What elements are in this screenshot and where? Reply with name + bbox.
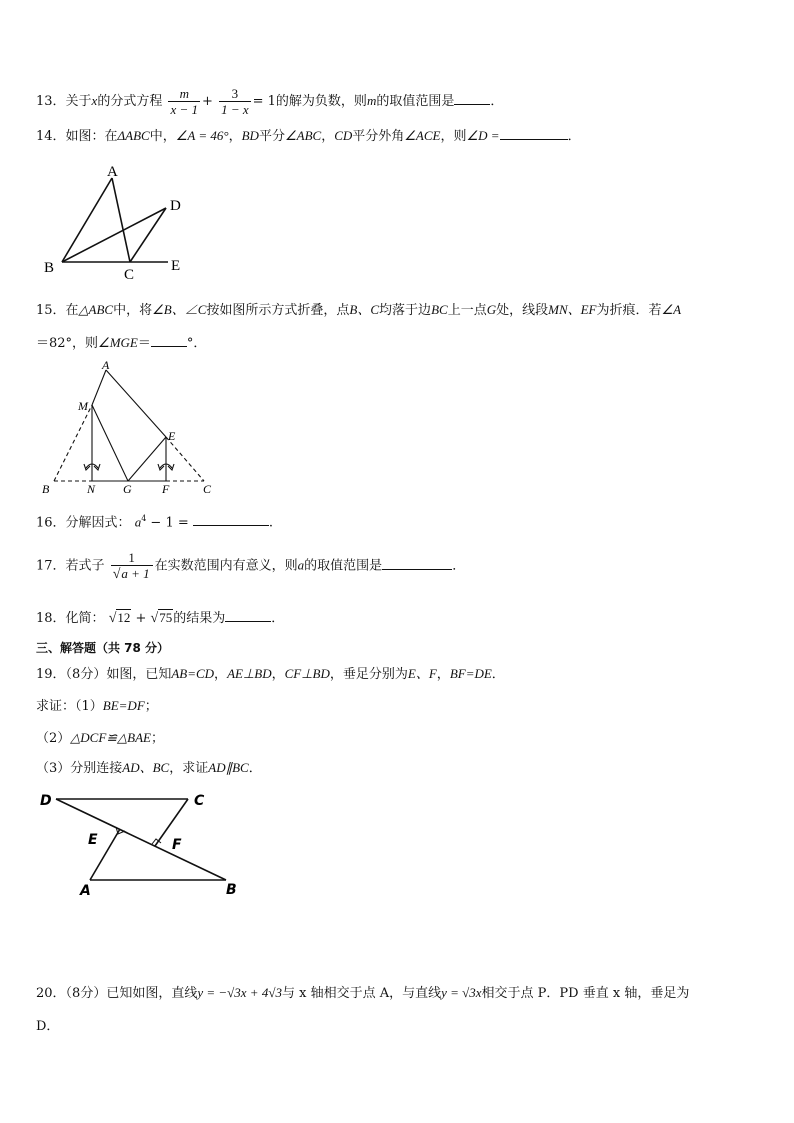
- q18-answer-blank[interactable]: [225, 607, 271, 622]
- q13-fraction-1: $\frac{m}{x - 1}$: [170, 86, 199, 117]
- q13-var-x: x: [91, 93, 98, 108]
- q19-cond-4: E、F: [407, 666, 437, 681]
- q15-label-b: B: [42, 482, 50, 496]
- q18-end: ．: [271, 611, 285, 626]
- q15-line2-a: ＝82°，则: [36, 336, 99, 351]
- q19-line1: 19．（8分）如图，已知: [36, 667, 172, 682]
- q19-cond-1: AB=CD: [171, 666, 215, 681]
- q19-cond-3: CF⊥BD: [284, 666, 330, 681]
- q13-equals: = 1: [252, 94, 276, 109]
- q15-label-c: C: [203, 482, 212, 496]
- q18-sqrt-75: √75: [150, 610, 173, 626]
- q15-text-e: 处，线段: [496, 303, 549, 318]
- q14-text-4: ，: [321, 129, 335, 144]
- q19-cond-5: BF=DE: [449, 666, 492, 681]
- q16-prefix: 16．分解因式：: [36, 515, 131, 531]
- q14-label-b: B: [44, 260, 55, 276]
- q14-text-5: 平分外角: [352, 129, 405, 144]
- q14-answer-blank[interactable]: [500, 125, 568, 140]
- question-18: [36, 607, 284, 628]
- q15-figure: [36, 360, 226, 500]
- q16-answer-blank[interactable]: [193, 511, 269, 526]
- q15-answer-blank[interactable]: [151, 332, 187, 347]
- q14-prefix: 14．如图：在: [36, 129, 118, 144]
- q17-suffix: 的取值范围是: [304, 558, 383, 574]
- q19-prove-prefix: 求证：（1）: [36, 699, 103, 714]
- q15-segments: MN、EF: [548, 302, 597, 317]
- q15-text-b: 按如图所示方式折叠，点: [206, 303, 350, 318]
- q19-cond-2: AE⊥BD: [227, 666, 272, 681]
- q14-label-a: A: [107, 164, 118, 180]
- q20-equation-2: y = √3x: [441, 985, 482, 1000]
- q19-label-c: C: [194, 793, 205, 809]
- q14-text-6: ，则: [440, 129, 467, 144]
- q14-angle-abc: ∠ABC: [284, 128, 322, 143]
- q13-answer-blank[interactable]: [454, 90, 490, 105]
- q13-end: ．: [490, 94, 504, 109]
- q13-var-m: m: [366, 93, 377, 108]
- question-16: [36, 510, 273, 532]
- q14-text-1: 中，: [149, 129, 176, 144]
- question-14: [36, 125, 581, 146]
- q15-text-a: 中，将: [113, 303, 153, 318]
- q14-angle-a: ∠A = 46°: [175, 128, 229, 143]
- q13-mid1: 的分式方程: [97, 94, 163, 109]
- q19-label-d: D: [40, 793, 52, 809]
- q14-angle-d: ∠D =: [466, 128, 500, 143]
- q15-label-e: E: [168, 429, 176, 443]
- q19-part-2-prefix: （2）: [36, 731, 71, 746]
- q15-label-f: F: [162, 482, 170, 496]
- q13-fraction-2: $\frac{3}{1 - x}$: [221, 86, 249, 117]
- q14-text-3: 平分: [258, 129, 285, 144]
- q14-angle-ace: ∠ACE: [404, 128, 441, 143]
- q19-sep-3: ，垂足分别为: [329, 667, 408, 682]
- question-19-part-1: [36, 697, 158, 716]
- q14-triangle: ΔABC: [117, 128, 150, 143]
- q18-plus: +: [131, 611, 151, 626]
- q15-label-g: G: [123, 482, 132, 496]
- q17-radicand: a + 1: [121, 566, 150, 581]
- q18-prefix: 18．化简：: [36, 611, 105, 626]
- q15-text-f: 为折痕．若: [596, 303, 662, 318]
- q19-part-3-claim: AD∥BC: [208, 760, 249, 775]
- q16-var-a: a: [134, 514, 142, 530]
- q20-prefix: 20．（8分）已知如图，直线: [36, 986, 198, 1001]
- q14-label-d: D: [170, 198, 181, 214]
- q19-sep-4: ，: [436, 667, 450, 682]
- q13-suffix: 的取值范围是: [376, 94, 455, 109]
- q14-label-c: C: [124, 267, 135, 280]
- q14-label-e: E: [171, 258, 181, 274]
- question-19-part-3: [36, 759, 262, 778]
- q13-plus: +: [202, 94, 213, 109]
- question-17: [36, 550, 465, 582]
- q20-mid2: 相交于点 P．PD 垂直 x 轴，垂足为: [481, 986, 690, 1001]
- q19-sep-1: ，: [214, 667, 228, 682]
- q18-suffix: 的结果为: [173, 611, 226, 626]
- q13-mid2: 的解为负数，则: [275, 94, 367, 109]
- q19-part-3-mid: ，求证: [169, 761, 209, 776]
- q19-part-2-end: ；: [151, 731, 165, 746]
- q19-part-1-claim: BE=DF: [102, 698, 145, 713]
- question-20-line-2: [36, 1018, 59, 1036]
- q15-points: B、C: [349, 302, 380, 317]
- q15-triangle: △ABC: [78, 302, 114, 317]
- question-15-line-1: [36, 301, 681, 320]
- q16-power: 4: [141, 514, 147, 523]
- q14-end: ．: [567, 129, 581, 144]
- q20-equation-1: y = −√3x + 4√3: [197, 985, 282, 1000]
- q19-label-e: E: [88, 832, 98, 848]
- q14-figure: [40, 160, 200, 280]
- q17-end: ．: [452, 558, 466, 574]
- q20-line2: D．: [36, 1019, 60, 1034]
- question-15-line-2: [36, 332, 206, 353]
- q20-mid1: 与 x 轴相交于点 A，与直线: [281, 986, 442, 1001]
- q13-prefix: 13．关于: [36, 94, 92, 109]
- q15-text-c: 均落于边: [379, 303, 432, 318]
- q15-angle-mge: ∠MGE: [98, 335, 138, 350]
- q19-label-a: A: [80, 883, 91, 896]
- q19-part-3-segments: AD、BC: [122, 760, 170, 775]
- q19-part-2-claim: △DCF≌△BAE: [70, 730, 151, 745]
- q17-answer-blank[interactable]: [382, 555, 452, 570]
- question-20-line-1: [36, 984, 689, 1003]
- q15-label-m: M: [78, 399, 88, 413]
- q17-var-a: a: [297, 557, 305, 573]
- q16-expr-rest: − 1 =: [146, 515, 189, 531]
- q15-label-a: A: [102, 360, 110, 372]
- q14-bd: BD: [241, 128, 259, 143]
- q19-sep-5: ．: [491, 667, 505, 682]
- q15-angles: ∠B、∠C: [152, 302, 207, 317]
- q18-sqrt-12: √12: [108, 610, 131, 626]
- q19-figure: [36, 786, 256, 896]
- question-13: [36, 86, 503, 117]
- q19-part-3-prefix: （3）分别连接: [36, 761, 123, 776]
- section-3-heading: 三、解答题（共 78 分）: [36, 641, 170, 655]
- q15-label-n: N: [87, 482, 96, 496]
- q17-mid: 在实数范围内有意义，则: [154, 558, 298, 574]
- q17-fraction: $\frac{1}{√a + 1}$: [111, 550, 153, 582]
- q17-prefix: 17．若式子: [36, 558, 105, 574]
- q19-label-b: B: [226, 882, 237, 896]
- q19-part-3-end: ．: [248, 761, 262, 776]
- q14-cd: CD: [334, 128, 353, 143]
- q16-end: .: [268, 515, 274, 531]
- q15-line2-end: °．: [186, 336, 207, 351]
- q15-bc: BC: [431, 302, 448, 317]
- q19-part-1-end: ；: [144, 699, 158, 714]
- q15-prefix: 15．在: [36, 303, 79, 318]
- q19-sep-2: ，: [271, 667, 285, 682]
- question-19-line-1: [36, 665, 505, 684]
- q15-text-d: 上一点: [447, 303, 487, 318]
- q14-text-2: ，: [228, 129, 242, 144]
- q15-g: G: [486, 302, 497, 317]
- q15-line2-b: ＝: [137, 336, 151, 351]
- q19-label-f: F: [172, 837, 182, 853]
- q15-angle-a: ∠A: [661, 302, 682, 317]
- question-19-part-2: [36, 729, 164, 748]
